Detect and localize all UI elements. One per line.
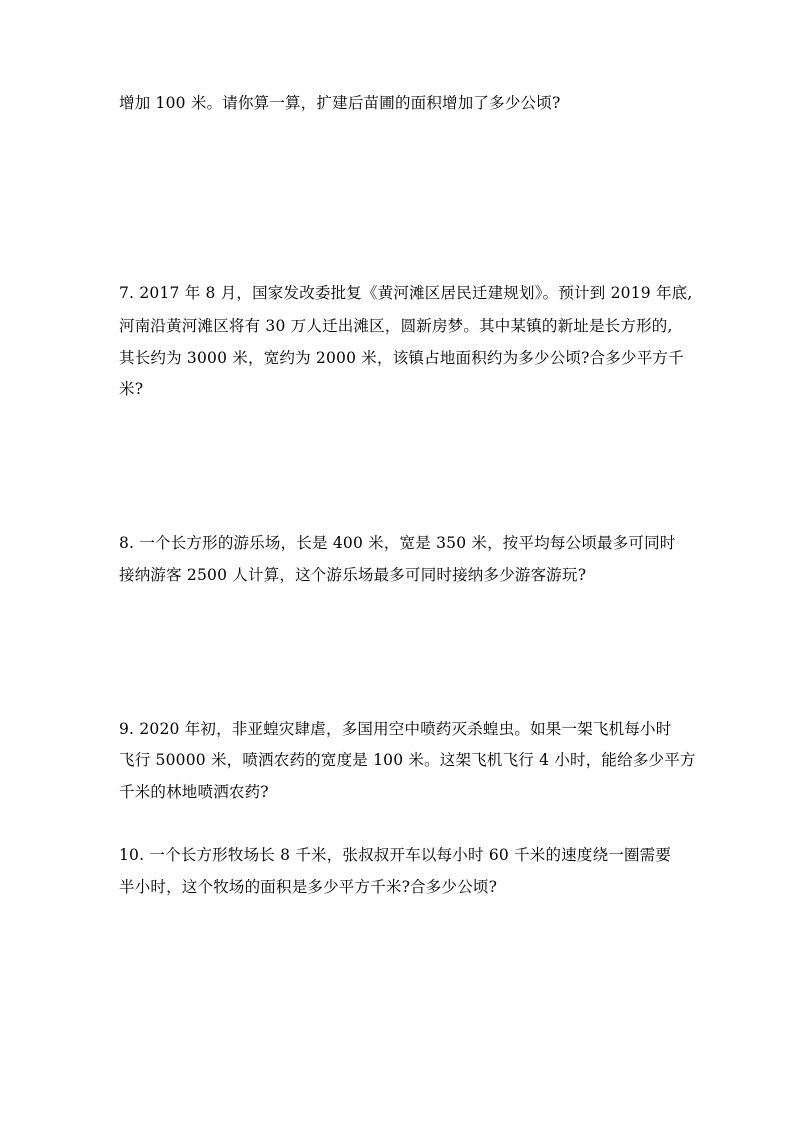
problem-7-line-1: 7. 2017 年 8 月，国家发改委批复《黄河滩区居民迁建规划》。预计到 2019 年底, — [119, 284, 693, 302]
problem-6-continuation-line-1: 增加 100 米。请你算一算，扩建后苗圃的面积增加了多少公顷? — [119, 94, 561, 112]
problem-7-line-3: 其长约为 3000 米，宽约为 2000 米，该镇占地面积约为多少公顷?合多少平方千 — [119, 349, 684, 367]
problem-8-line-2: 接纳游客 2500 人计算，这个游乐场最多可同时接纳多少游客游玩? — [119, 566, 587, 584]
problem-10-line-1: 10. 一个长方形牧场长 8 千米，张叔叔开车以每小时 60 千米的速度绕一圈需要 — [119, 846, 672, 864]
problem-7-line-4: 米? — [119, 380, 144, 398]
problem-9-line-3: 千米的林地喷洒农药? — [119, 783, 269, 801]
problem-7-line-2: 河南沿黄河滩区将有 30 万人迁出滩区，圆新房梦。其中某镇的新址是长方形的, — [119, 317, 673, 335]
problem-8-line-1: 8. 一个长方形的游乐场，长是 400 米，宽是 350 米，按平均每公顷最多可同时 — [119, 534, 676, 552]
problem-9-line-2: 飞行 50000 米，喷洒农药的宽度是 100 米。这架飞机飞行 4 小时，能给多少平方 — [119, 751, 696, 769]
problem-9-line-1: 9. 2020 年初，非亚蝗灾肆虐，多国用空中喷药灭杀蝗虫。如果一架飞机每小时 — [119, 720, 672, 738]
problem-10-line-2: 半小时，这个牧场的面积是多少平方千米?合多少公顷? — [119, 878, 498, 896]
